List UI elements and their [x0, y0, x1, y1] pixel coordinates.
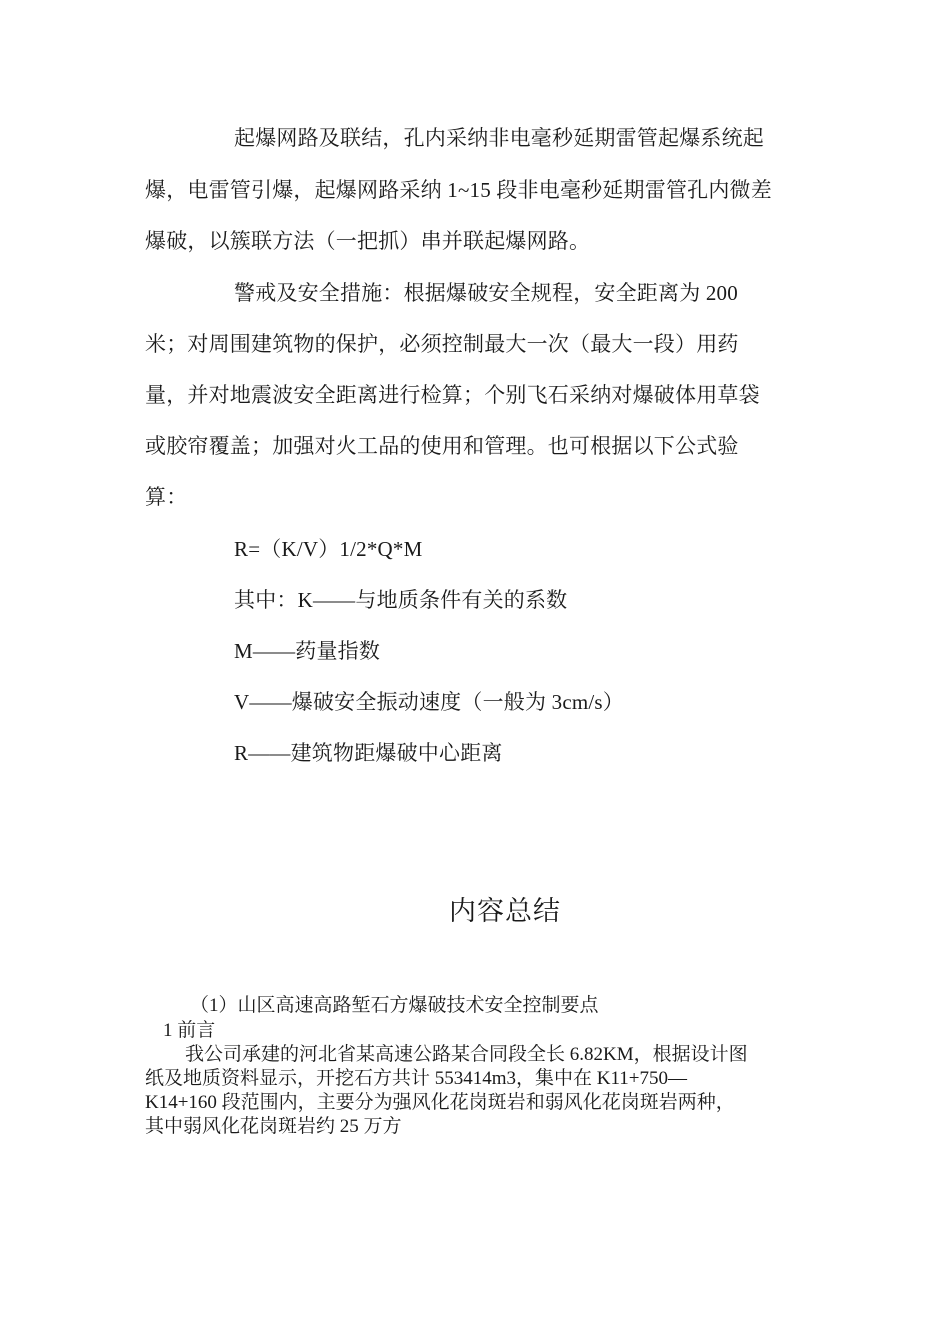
- summary-subheading: 1 前言: [163, 1020, 216, 1041]
- summary-body-line: K14+160 段范围内，主要分为强风化花岗斑岩和弱风化花岗斑岩两种，: [145, 1092, 735, 1113]
- definition-line: V——爆破安全振动速度（一般为 3cm/s）: [234, 690, 624, 714]
- summary-heading: （1）山区高速高路堑石方爆破技术安全控制要点: [190, 995, 599, 1016]
- summary-body-line: 其中弱风化花岗斑岩约 25 万方: [145, 1116, 402, 1137]
- paragraph-line: 爆，电雷管引爆，起爆网路采纳 1~15 段非电毫秒延期雷管孔内微差: [145, 178, 772, 202]
- paragraph-line: 警戒及安全措施：根据爆破安全规程，安全距离为 200: [234, 281, 738, 305]
- paragraph-line: 米；对周围建筑物的保护，必须控制最大一次（最大一段）用药: [145, 332, 739, 356]
- paragraph-line: 算：: [145, 485, 188, 509]
- summary-title: 内容总结: [449, 896, 561, 926]
- summary-body-line: 纸及地质资料显示，开挖石方共计 553414m3，集中在 K11+750—: [145, 1068, 688, 1089]
- paragraph-line: 起爆网路及联结，孔内采纳非电毫秒延期雷管起爆系统起: [234, 126, 764, 150]
- definition-line: R——建筑物距爆破中心距离: [234, 741, 503, 765]
- formula: R=（K/V）1/2*Q*M: [234, 537, 423, 561]
- summary-body-line: 我公司承建的河北省某高速公路某合同段全长 6.82KM，根据设计图: [185, 1044, 748, 1065]
- definition-line: M——药量指数: [234, 639, 381, 663]
- paragraph-line: 爆破，以簇联方法（一把抓）串并联起爆网路。: [145, 229, 591, 253]
- paragraph-line: 量，并对地震波安全距离进行检算；个别飞石采纳对爆破体用草袋: [145, 383, 760, 407]
- paragraph-line: 或胶帘覆盖；加强对火工品的使用和管理。也可根据以下公式验: [145, 434, 739, 458]
- definition-line: 其中：K——与地质条件有关的系数: [234, 588, 568, 612]
